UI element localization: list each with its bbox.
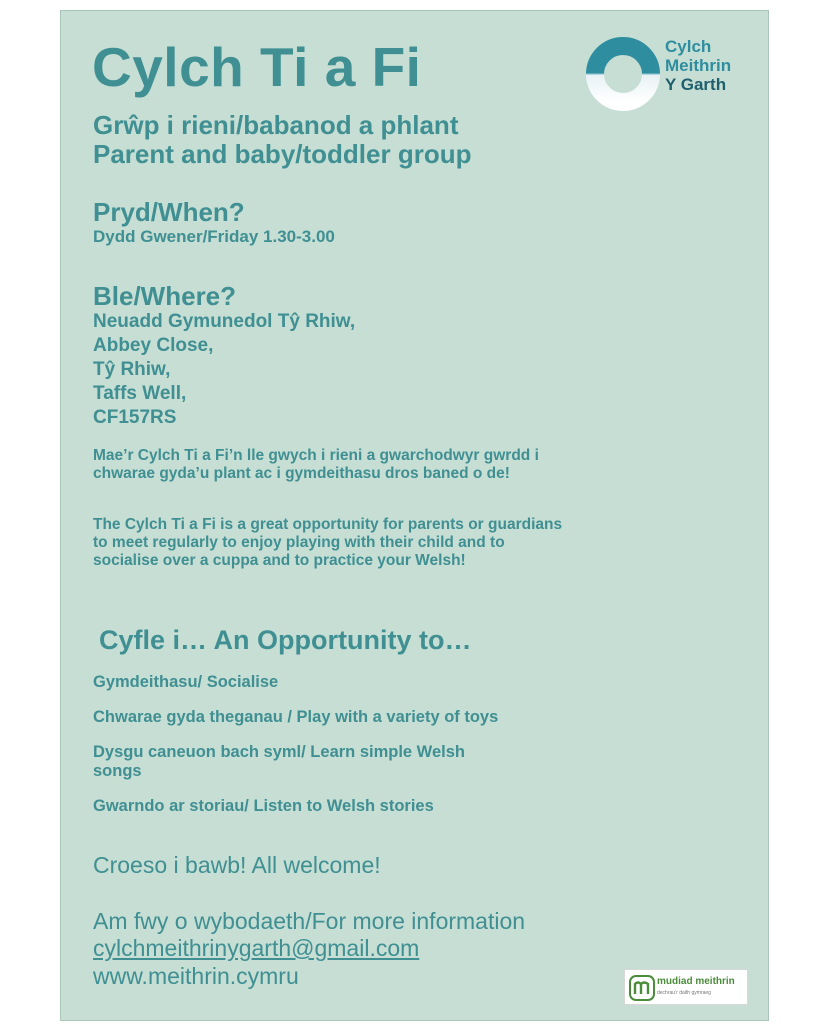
- list-item: Gymdeithasu/ Socialise: [93, 673, 279, 691]
- description-english: The Cylch Ti a Fi is a great opportunity for parents or guardians to meet regularly to enjoy playing with their child and to socialise over a cuppa and to practice your Welsh!: [93, 516, 563, 569]
- page-title: Cylch Ti a Fi: [92, 36, 422, 98]
- logo-line-2: Meithrin: [665, 56, 732, 75]
- more-info-text: Am fwy o wybodaeth/For more information: [93, 908, 526, 934]
- email-link[interactable]: cylchmeithrinygarth@gmail.com: [93, 935, 420, 961]
- list-item: Dysgu caneuon bach syml/ Learn simple Welsh: [93, 743, 465, 761]
- address-line: Abbey Close,: [93, 335, 214, 356]
- opportunity-heading: Cyfle i… An Opportunity to…: [99, 625, 472, 655]
- where-heading: Ble/Where?: [93, 281, 237, 311]
- subtitle-welsh: Grŵp i rieni/babanod a phlant: [93, 110, 459, 140]
- website-text[interactable]: www.meithrin.cymru: [93, 963, 299, 989]
- list-item: Chwarae gyda theganau / Play with a variety of toys: [93, 708, 499, 726]
- address-line: Neuadd Gymunedol Tŷ Rhiw,: [93, 311, 356, 332]
- logo-ring-icon: [585, 33, 661, 115]
- address: [93, 310, 355, 430]
- description-welsh: Mae’r Cylch Ti a Fi’n lle gwych i rieni a gwarchodwyr gwrdd i chwarae gyda’u plant ac i gymdeithasu dros baned o de!: [93, 447, 539, 482]
- list-item-continued: songs: [93, 762, 142, 780]
- logo-line-3: Y Garth: [665, 75, 727, 94]
- address-line: Taffs Well,: [93, 383, 187, 404]
- logo-wordmark: [665, 37, 731, 94]
- welcome-text: Croeso i bawb! All welcome!: [93, 852, 381, 878]
- list-item: Gwarndo ar storiau/ Listen to Welsh stories: [93, 797, 434, 815]
- logo-line-1: Cylch: [665, 37, 712, 56]
- when-text: Dydd Gwener/Friday 1.30-3.00: [93, 227, 335, 246]
- mudiad-meithrin-m-icon: [629, 975, 655, 1001]
- partner-name: mudiad meithrin: [657, 976, 735, 987]
- address-line: Tŷ Rhiw,: [93, 359, 171, 380]
- subtitle-english: Parent and baby/toddler group: [93, 139, 472, 169]
- cylch-meithrin-logo: [585, 33, 755, 115]
- poster: [60, 10, 769, 1021]
- when-heading: Pryd/When?: [93, 197, 245, 227]
- mudiad-meithrin-logo: [624, 969, 748, 1005]
- partner-tagline: dechrau’r daith gymraeg: [657, 990, 711, 996]
- address-line: CF157RS: [93, 407, 177, 428]
